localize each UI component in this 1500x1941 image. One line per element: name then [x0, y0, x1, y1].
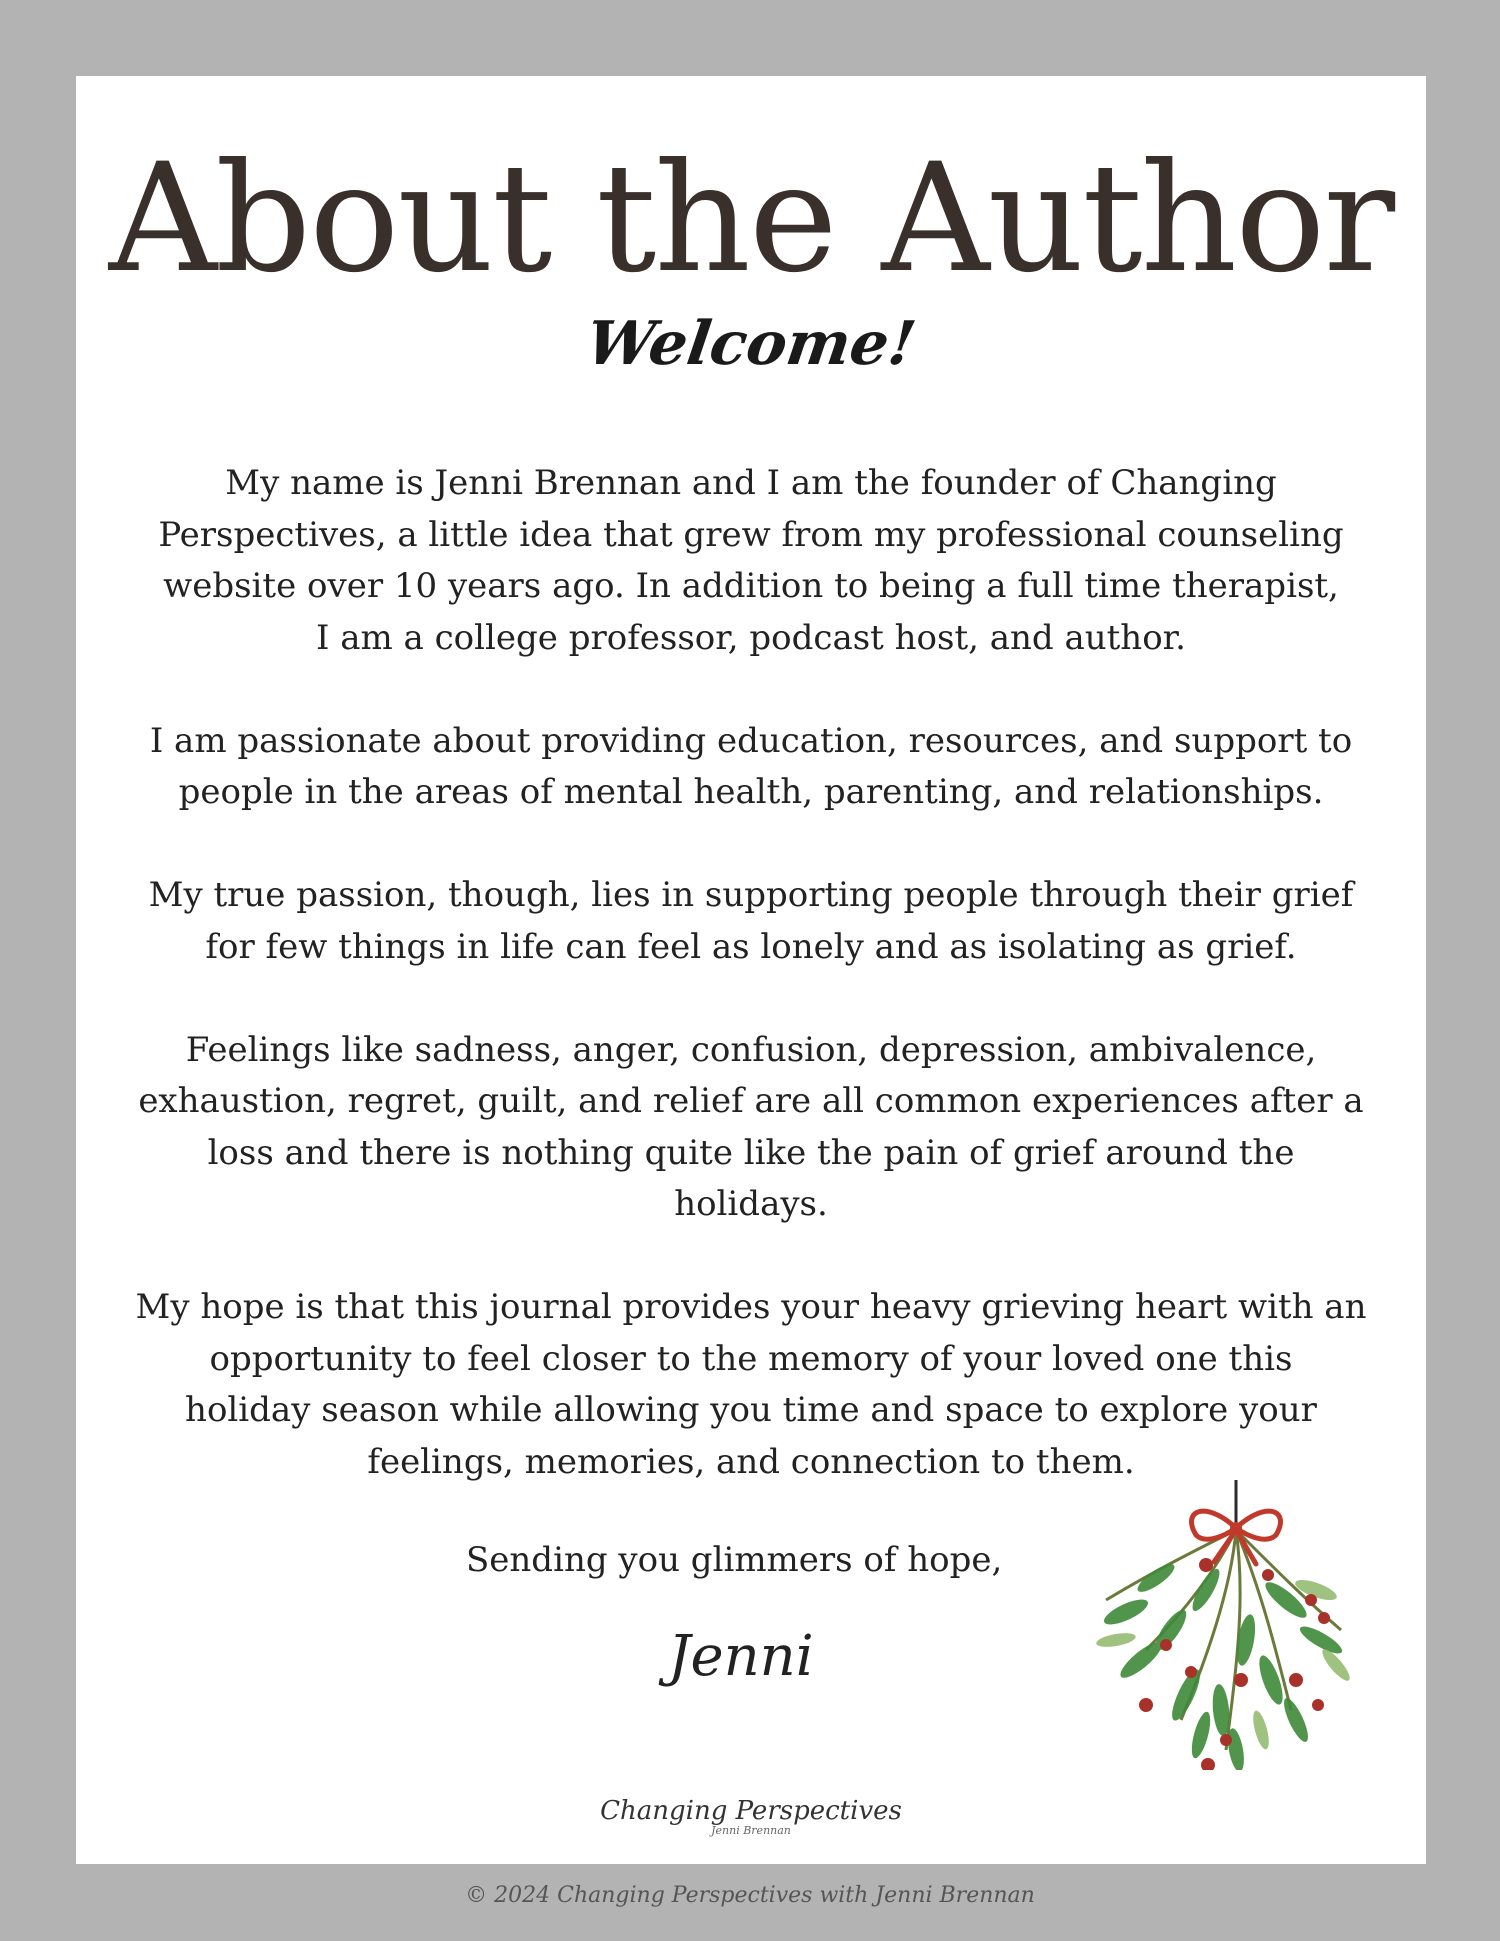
signoff-text: Sending you glimmers of hope, [466, 1540, 1003, 1580]
bio-line: feelings, memories, and connection to them. [367, 1441, 1135, 1482]
bio-line: holiday season while allowing you time and space to explore your [185, 1390, 1317, 1430]
bio-paragraph-2 [76, 716, 1426, 819]
author-bio [76, 458, 1426, 1540]
bio-paragraph-1 [76, 458, 1426, 664]
bio-line: people in the areas of mental health, parenting, and relationships. [178, 772, 1324, 812]
bio-line: exhaustion, regret, guilt, and relief are all common experiences after a [138, 1081, 1364, 1121]
page-title: About the Author [108, 132, 1394, 306]
bio-line: website over 10 years ago. In addition to being a full time therapist, [163, 566, 1339, 606]
bio-line: for few things in life can feel as lonely and as isolating as grief. [205, 926, 1297, 967]
bio-line: Perspectives, a little idea that grew from my professional counseling [158, 514, 1344, 555]
bio-line: opportunity to feel closer to the memory of your loved one this [209, 1338, 1293, 1379]
bio-line: My hope is that this journal provides your heavy grieving heart with an [135, 1287, 1367, 1327]
bio-paragraph-5 [76, 1282, 1426, 1488]
bio-line: Feelings like sadness, anger, confusion, depression, ambivalence, [185, 1029, 1317, 1070]
bio-paragraph-3 [76, 870, 1426, 973]
document-page [76, 76, 1426, 1864]
mistletoe-icon [1086, 1480, 1358, 1770]
logo-subtitle: Jenni Brennan [711, 1824, 791, 1837]
signature: Jenni [668, 1624, 814, 1689]
bio-line: holidays. [674, 1184, 828, 1224]
bio-line: My name is Jenni Brennan and I am the founder of Changing [225, 463, 1277, 503]
bio-line: My true passion, though, lies in supporting people through their grief [148, 875, 1354, 915]
bio-paragraph-4 [76, 1025, 1426, 1231]
bio-line: I am a college professor, podcast host, and author. [316, 617, 1186, 658]
brand-logo [76, 1796, 1426, 1837]
logo-name: Changing Perspectives [600, 1796, 902, 1826]
copyright-footer: © 2024 Changing Perspectives with Jenni Brennan [465, 1883, 1035, 1908]
bio-line: loss and there is nothing quite like the pain of grief around the [207, 1132, 1295, 1173]
welcome-heading: Welcome! [582, 309, 920, 379]
bio-line: I am passionate about providing education, resources, and support to [149, 720, 1353, 761]
